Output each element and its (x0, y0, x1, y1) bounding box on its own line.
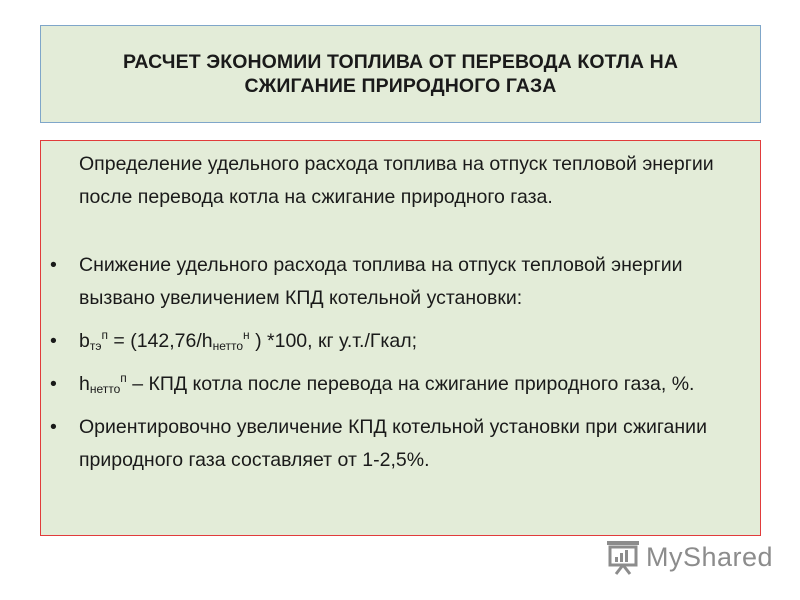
bullet-item-formula (41, 325, 760, 358)
bullet-dot-icon: • (50, 254, 57, 276)
bullet-dot-icon: • (50, 330, 57, 352)
definition-h-subscript: нетто (89, 382, 121, 396)
intro-paragraph: Определение удельного расхода топлива на отпуск тепловой энергии после перевода котла на сжигание природного газа. (79, 153, 714, 208)
slide-title: РАСЧЕТ ЭКОНОМИИ ТОПЛИВА ОТ ПЕРЕВОДА КОТЛА НА СЖИГАНИЕ ПРИРОДНОГО ГАЗА (123, 50, 678, 97)
bullet-item (41, 249, 760, 315)
definition-h: h (79, 373, 90, 395)
bullet-text: Ориентировочно увеличение КПД котельной установки при сжигании природного газа составляет от 1-2,5%. (79, 416, 707, 471)
bullet-item (41, 411, 760, 477)
presentation-board-icon (604, 538, 642, 576)
formula-h-superscript: н (243, 328, 250, 342)
content-box (40, 140, 761, 536)
bullet-dot-icon: • (50, 373, 57, 395)
bullet-dot-icon: • (50, 416, 57, 438)
formula-h-subscript: нетто (212, 339, 244, 353)
formula-b: b (79, 330, 90, 352)
formula-mid: = (142,76/h (107, 330, 213, 352)
definition-h-superscript: п (120, 371, 127, 385)
formula-b-superscript: п (101, 328, 108, 342)
watermark-text: MyShared (646, 541, 774, 572)
title-box (40, 25, 761, 123)
bullet-text: Снижение удельного расхода топлива на отпуск тепловой энергии вызвано увеличением КПД котельной установки: (79, 254, 683, 309)
formula-end: ) *100, кг у.т./Гкал; (249, 330, 418, 352)
definition-rest: – КПД котла после перевода на сжигание природного газа, %. (126, 373, 695, 395)
formula-b-subscript: тэ (89, 339, 102, 353)
bullet-list (41, 249, 760, 487)
bullet-item-definition (41, 368, 760, 401)
watermark (604, 537, 773, 577)
